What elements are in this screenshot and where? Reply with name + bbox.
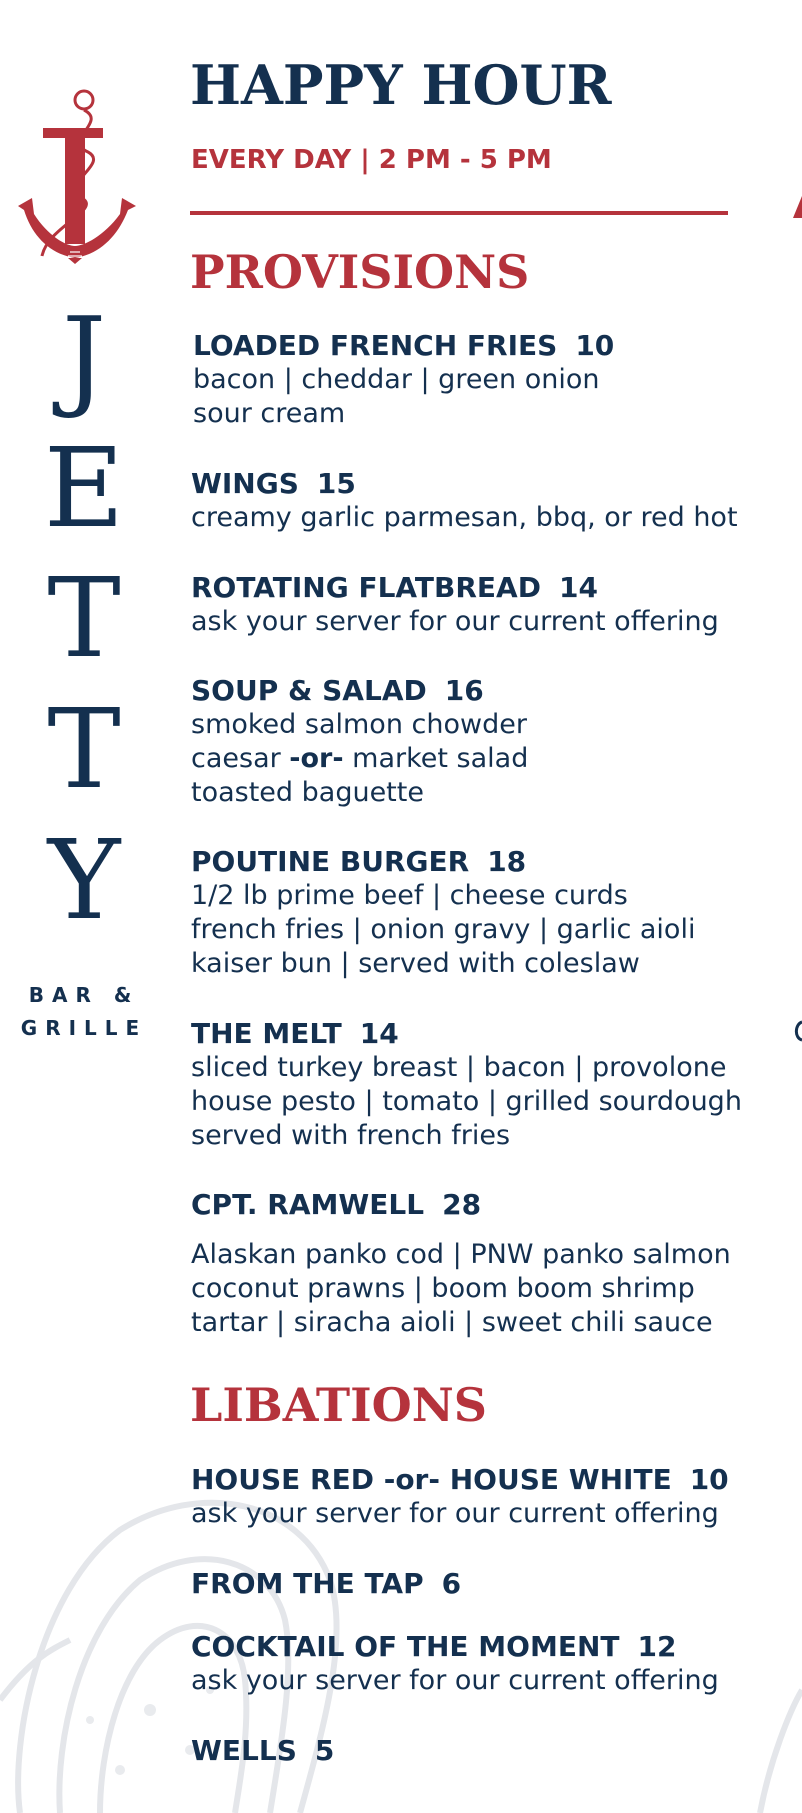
- menu-item-title: [191, 1463, 791, 1497]
- menu-item-description: toasted baguette: [191, 777, 424, 808]
- menu-item-title: [191, 1734, 791, 1768]
- desc-text: caesar: [191, 743, 290, 774]
- desc-text: market salad: [343, 743, 529, 774]
- menu-item: [191, 674, 791, 810]
- brand-letter-t2: T: [47, 685, 121, 813]
- menu-item-name: FROM THE TAP: [191, 1567, 424, 1600]
- menu-item-description: 1/2 lb prime beef | cheese curds: [191, 880, 628, 911]
- menu-item-price: 15: [316, 467, 356, 500]
- menu-item-price: 14: [359, 1017, 399, 1050]
- menu-item-price: 28: [442, 1188, 482, 1221]
- menu-item-price: 12: [637, 1630, 677, 1663]
- menu-item-title: [191, 1567, 791, 1601]
- menu-item-description: french fries | onion gravy | garlic aioli: [191, 914, 696, 945]
- menu-item-description: bacon | cheddar | green onion: [193, 364, 600, 395]
- menu-item-description: house pesto | tomato | grilled sourdough: [191, 1086, 742, 1117]
- menu-item-title: [191, 1017, 791, 1051]
- menu-item-name: LOADED FRENCH FRIES: [193, 329, 558, 362]
- menu-item-name: CPT. RAMWELL: [191, 1188, 425, 1221]
- menu-item: [191, 1017, 791, 1153]
- header-divider: [190, 211, 728, 215]
- brand-subtitle-line2: GRILLE: [20, 1016, 148, 1040]
- page-subtitle: EVERY DAY | 2 PM - 5 PM: [191, 145, 552, 175]
- edge-fragment-navy: [793, 1020, 802, 1042]
- menu-item-description: ask your server for our current offering: [191, 606, 719, 637]
- page-title: HAPPY HOUR: [190, 53, 612, 117]
- menu-item-description: coconut prawns | boom boom shrimp: [191, 1273, 695, 1304]
- menu-item-title: [191, 674, 791, 708]
- menu-item-title: [191, 467, 791, 501]
- menu-item: [191, 1630, 791, 1698]
- menu-item-description: sour cream: [193, 398, 346, 429]
- menu-item-title: [191, 1630, 791, 1664]
- menu-item-title: [193, 329, 793, 363]
- menu-item-description: [191, 742, 791, 776]
- brand-letter-j: J: [61, 293, 107, 421]
- menu-item-name: POUTINE BURGER: [191, 845, 470, 878]
- brand-letter-t1: T: [47, 554, 121, 682]
- menu-item-description: sliced turkey breast | bacon | provolone: [191, 1052, 727, 1083]
- menu-item: [191, 571, 791, 639]
- menu-item-description: ask your server for our current offering: [191, 1498, 719, 1529]
- menu-item-description: Alaskan panko cod | PNW panko salmon: [191, 1239, 731, 1270]
- menu-item-name: WINGS: [191, 467, 299, 500]
- menu-item-name: ROTATING FLATBREAD: [191, 571, 541, 604]
- menu-item: [191, 1463, 791, 1531]
- menu-item: [191, 845, 791, 981]
- brand-letter-e: E: [43, 424, 125, 552]
- menu-item-name: HOUSE RED -or- HOUSE WHITE: [191, 1463, 672, 1496]
- menu-item-description: ask your server for our current offering: [191, 1665, 719, 1696]
- menu-item-price: 10: [689, 1463, 729, 1496]
- menu-item-title: [191, 571, 791, 605]
- menu-item-price: 10: [575, 329, 615, 362]
- menu-item-price: 18: [487, 845, 527, 878]
- menu-item-price: 6: [441, 1567, 462, 1600]
- menu-item-description: tartar | siracha aioli | sweet chili sauce: [191, 1307, 713, 1338]
- menu-item-description: smoked salmon chowder: [191, 709, 527, 740]
- menu-item-description: creamy garlic parmesan, bbq, or red hot: [191, 502, 738, 533]
- menu-item: [191, 1188, 791, 1340]
- desc-or: -or-: [289, 743, 344, 774]
- menu-item-title: [191, 1188, 791, 1222]
- anchor-icon: [18, 86, 150, 264]
- menu-item-description: served with french fries: [191, 1120, 511, 1151]
- menu-item: [191, 1734, 791, 1768]
- menu-item: [191, 467, 791, 535]
- brand-subtitle-line1: BAR &: [28, 983, 140, 1007]
- menu-item-price: 14: [558, 571, 598, 604]
- menu-item-name: THE MELT: [191, 1017, 342, 1050]
- section-heading-provisions: PROVISIONS: [190, 245, 530, 299]
- menu-item: [193, 329, 793, 431]
- menu-item-price: 5: [314, 1734, 335, 1767]
- menu-item-description: kaiser bun | served with coleslaw: [191, 948, 640, 979]
- menu-item-name: SOUP & SALAD: [191, 674, 427, 707]
- menu-item-name: COCKTAIL OF THE MOMENT: [191, 1630, 620, 1663]
- section-heading-libations: LIBATIONS: [190, 1378, 488, 1432]
- brand-letter-y: Y: [47, 816, 121, 944]
- menu-item: [191, 1567, 791, 1601]
- menu-item-price: 16: [444, 674, 484, 707]
- menu-item-title: [191, 845, 791, 879]
- edge-fragment-red: [793, 196, 802, 218]
- menu-item-name: WELLS: [191, 1734, 297, 1767]
